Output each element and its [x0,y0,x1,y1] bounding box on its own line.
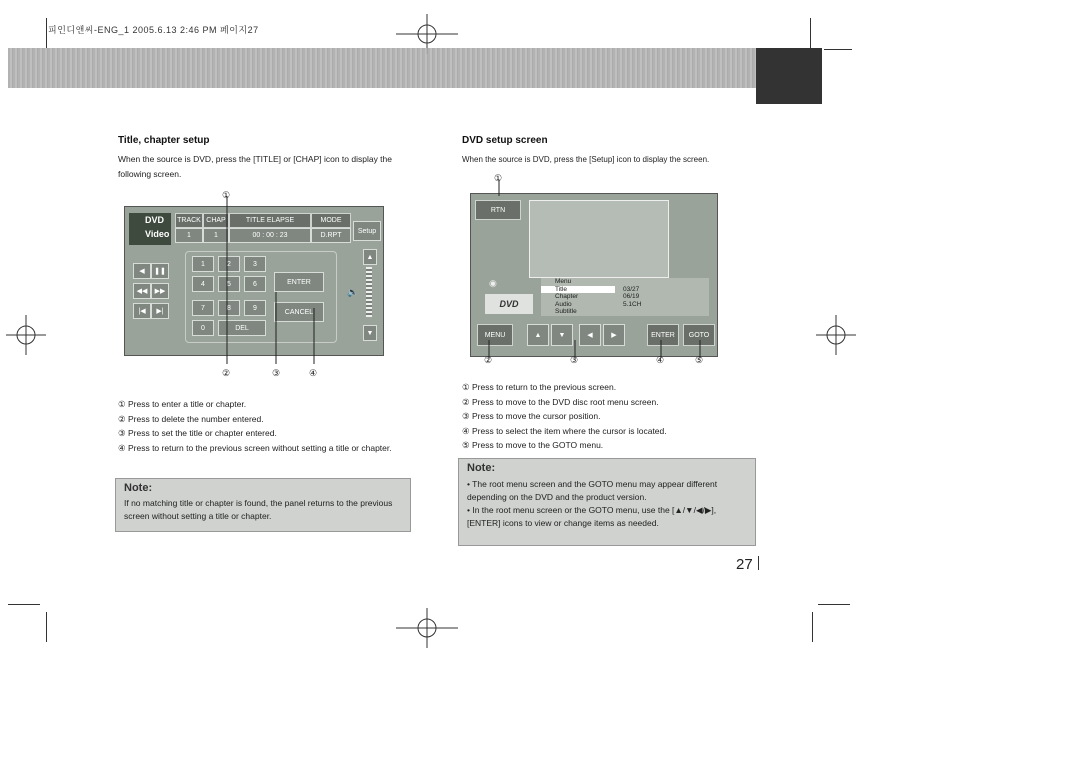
skip-forward-icon[interactable]: ▶| [151,303,169,319]
right-item-list [462,380,762,453]
enter-button[interactable]: ENTER [647,324,679,346]
menu-title: Menu [555,278,572,285]
crop-mark [818,604,850,605]
brand-top: DVD [145,215,165,225]
page-number: 27 [736,556,753,573]
note-title: Note: [467,462,496,474]
menu-row-value: 5.1CH [623,300,642,308]
list-item: ④ Press to select the item where the cursor is located. [462,425,667,436]
up-arrow-icon[interactable]: ▲ [527,324,549,346]
crop-mark [824,49,852,50]
skip-back-icon[interactable]: |◀ [133,303,151,319]
menu-row-value: 03/27 [623,285,640,293]
registration-mark [6,315,46,355]
callout-4: ④ [656,355,665,365]
prev-icon[interactable]: ◀ [133,263,151,279]
left-arrow-icon[interactable]: ◀ [579,324,601,346]
crop-mark [8,604,40,605]
callout-1: ① [222,190,231,200]
callout-2: ② [484,355,493,365]
list-item: ④ Press to return to the previous screen without setting a title or chapter. [118,442,392,453]
section-heading-dvd-setup: DVD setup screen [462,135,548,146]
left-item-list [118,397,410,455]
speaker-icon: 🔈 [347,287,359,297]
callout-5: ⑤ [695,355,704,365]
list-item: ③ Press to move the cursor position. [462,411,601,421]
dvd-logo: DVD [485,294,533,314]
val-chap: 1 [203,228,229,243]
list-item: ⑤ Press to move to the GOTO menu. [462,440,604,450]
menu-row-label[interactable]: Subtitle [555,308,577,315]
callout-leaders [478,180,718,360]
key-2[interactable]: 2 [218,256,240,272]
col-track: TRACK [175,213,203,228]
volume-up-icon[interactable]: ▲ [363,249,377,265]
print-header: 피인디앤씨-ENG_1 2005.6.13 2:46 PM 페이지27 [48,25,259,35]
header-band [8,48,814,88]
col-title-elapse[interactable]: TITLE ELAPSE [229,213,311,228]
key-6[interactable]: 6 [244,276,266,292]
note-bullets [467,478,749,530]
list-item: ③ Press to set the title or chapter entered. [118,428,277,438]
cancel-button[interactable]: CANCEL [274,302,324,322]
callout-2: ② [222,368,231,378]
list-item: ① Press to return to the previous screen. [462,382,617,392]
callout-leaders [218,196,328,372]
callout-1: ① [494,173,503,183]
note-box-left [115,478,411,532]
key-9[interactable]: 9 [244,300,266,316]
forward-icon[interactable]: ▶▶ [151,283,169,299]
callout-3: ③ [570,355,579,365]
volume-bar[interactable] [366,267,372,317]
crop-mark [46,18,47,48]
key-1[interactable]: 1 [192,256,214,272]
val-mode: D.RPT [311,228,351,243]
down-arrow-icon[interactable]: ▼ [551,324,573,346]
key-0[interactable]: 0 [192,320,214,336]
page-number-rule [758,556,759,570]
setup-button[interactable]: Setup [353,221,381,241]
pause-icon[interactable]: ❚❚ [151,263,169,279]
note-body: If no matching title or chapter is found, the panel returns to the previous screen without setting a title or chapter. [124,498,393,521]
crop-mark [46,612,47,642]
key-7[interactable]: 7 [192,300,214,316]
disc-icon: ◉ [489,278,497,288]
callout-4: ④ [309,368,318,378]
note-bullet: • In the root menu screen or the GOTO menu, use the [▲/▼/◀/▶], [ENTER] icons to view or change items as needed. [467,505,717,528]
key-4[interactable]: 4 [192,276,214,292]
right-arrow-icon[interactable]: ▶ [603,324,625,346]
menu-row-value: 06/19 [623,293,640,300]
list-item: ② Press to delete the number entered. [118,413,264,424]
menu-row-label[interactable]: Audio [555,300,572,308]
col-chap[interactable]: CHAP [203,213,229,228]
section-heading-title-chapter: Title, chapter setup [118,135,210,146]
note-title: Note: [124,482,153,494]
del-button[interactable]: DEL [218,320,266,336]
key-5[interactable]: 5 [218,276,240,292]
list-item: ② Press to move to the DVD disc root menu screen. [462,396,659,407]
val-elapse: 00 : 00 : 23 [229,228,311,243]
col-mode: MODE [311,213,351,228]
rtn-label: RTN [490,206,506,214]
registration-mark [396,608,458,648]
list-item: ① Press to enter a title or chapter. [118,399,247,409]
section-tab [756,48,822,104]
val-track: 1 [175,228,203,243]
brand-bottom: Video [145,229,170,239]
dvd-video-logo [129,213,171,245]
menu-row-label[interactable]: Chapter [555,293,579,300]
registration-mark [816,315,856,355]
crop-mark [812,612,813,642]
intro-text: When the source is DVD, press the [Setup] icon to display the screen. [462,155,710,164]
key-8[interactable]: 8 [218,300,240,316]
intro-text: When the source is DVD, press the [TITLE] or [CHAP] icon to display the following screen. [118,154,393,179]
enter-button[interactable]: ENTER [274,272,324,292]
note-bullet: • The root menu screen and the GOTO menu may appear different depending on the DVD and the product version. [467,479,718,502]
callout-3: ③ [272,368,281,378]
note-box-right [458,458,756,546]
key-3[interactable]: 3 [244,256,266,272]
menu-row-label[interactable]: Title [541,286,615,294]
rewind-icon[interactable]: ◀◀ [133,283,151,299]
volume-down-icon[interactable]: ▼ [363,325,377,341]
goto-button[interactable]: GOTO [683,324,715,346]
menu-button[interactable]: MENU [477,324,513,346]
